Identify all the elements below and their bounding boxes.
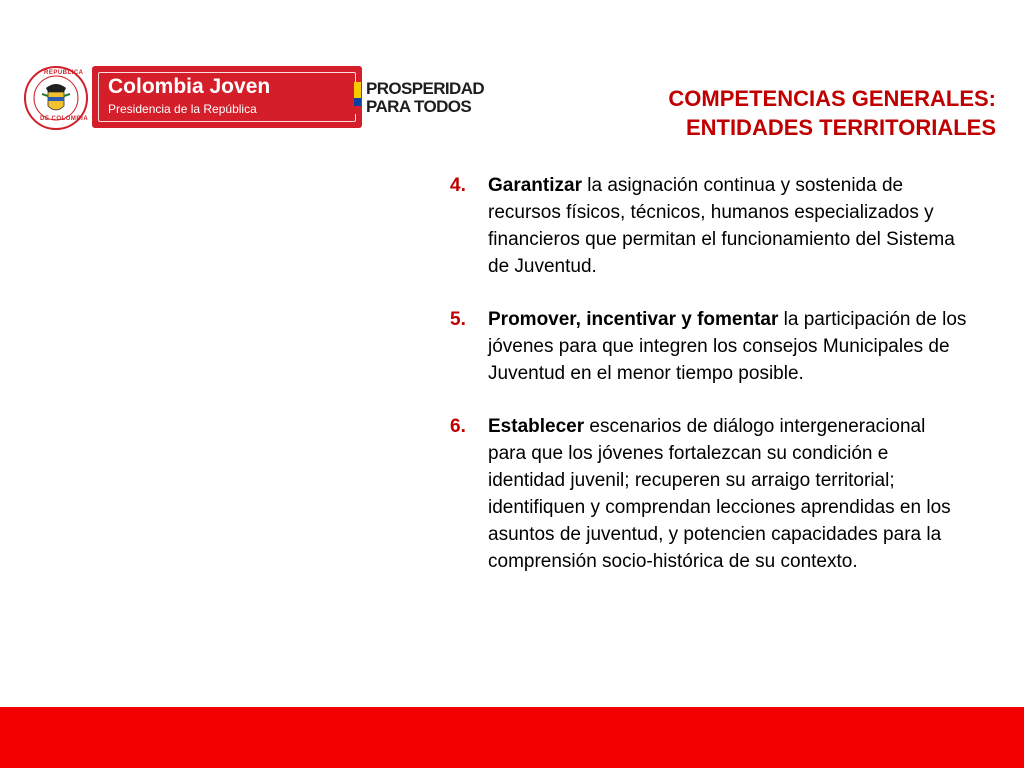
item-number: 5. xyxy=(450,309,466,330)
slide-title xyxy=(668,84,996,142)
item-bold-text: Establecer xyxy=(488,416,585,437)
colombia-joven-logo xyxy=(92,66,362,128)
seal-text-bottom: DE COLOMBIA xyxy=(40,116,89,122)
title-line2: ENTIDADES TERRITORIALES xyxy=(685,115,996,140)
logo-bar xyxy=(24,64,504,134)
item-rest-text: escenarios de diálogo intergeneracional para que los jóvenes fortalezcan su condición e identidad juvenil; recuperen su arraigo territorial; identifiquen y comprendan lecciones aprendidas en los asuntos de juventud, y potencien capacidades para la comprensión socio-histórica de su contexto. xyxy=(488,416,951,572)
item-rest-text: la participación de los jóvenes para que integren los consejos Municipales de Juventud en el menor tiempo posible. xyxy=(488,309,967,384)
item-number: 4. xyxy=(450,175,466,196)
item-text xyxy=(488,172,968,280)
item-text xyxy=(488,306,968,387)
prosperidad-para-todos-logo xyxy=(354,78,504,120)
item-rest-text: la asignación continua y sostenida de recursos físicos, técnicos, humanos especializados y financieros que permitan el funcionamiento del Sistema de Juventud. xyxy=(488,175,955,277)
item-bold-text: Promover, incentivar y fomentar xyxy=(488,309,779,330)
brand-title: Colombia Joven xyxy=(108,75,271,98)
list-item xyxy=(450,413,980,575)
competencias-list xyxy=(450,172,980,601)
colombia-flag-icon xyxy=(354,82,361,114)
footer-bar xyxy=(0,707,1024,768)
list-item xyxy=(450,306,980,387)
title-line1: COMPETENCIAS GENERALES: xyxy=(668,86,996,111)
seal-text-top: REPÚBLICA xyxy=(44,70,84,76)
prosperidad-line2: PARA TODOS xyxy=(366,97,472,116)
brand-subtitle: Presidencia de la República xyxy=(108,102,257,116)
list-item xyxy=(450,172,980,280)
prosperidad-text xyxy=(366,80,484,116)
item-text xyxy=(488,413,968,575)
item-number: 6. xyxy=(450,416,466,437)
prosperidad-line1: PROSPERIDAD xyxy=(366,79,485,98)
item-bold-text: Garantizar xyxy=(488,175,582,196)
